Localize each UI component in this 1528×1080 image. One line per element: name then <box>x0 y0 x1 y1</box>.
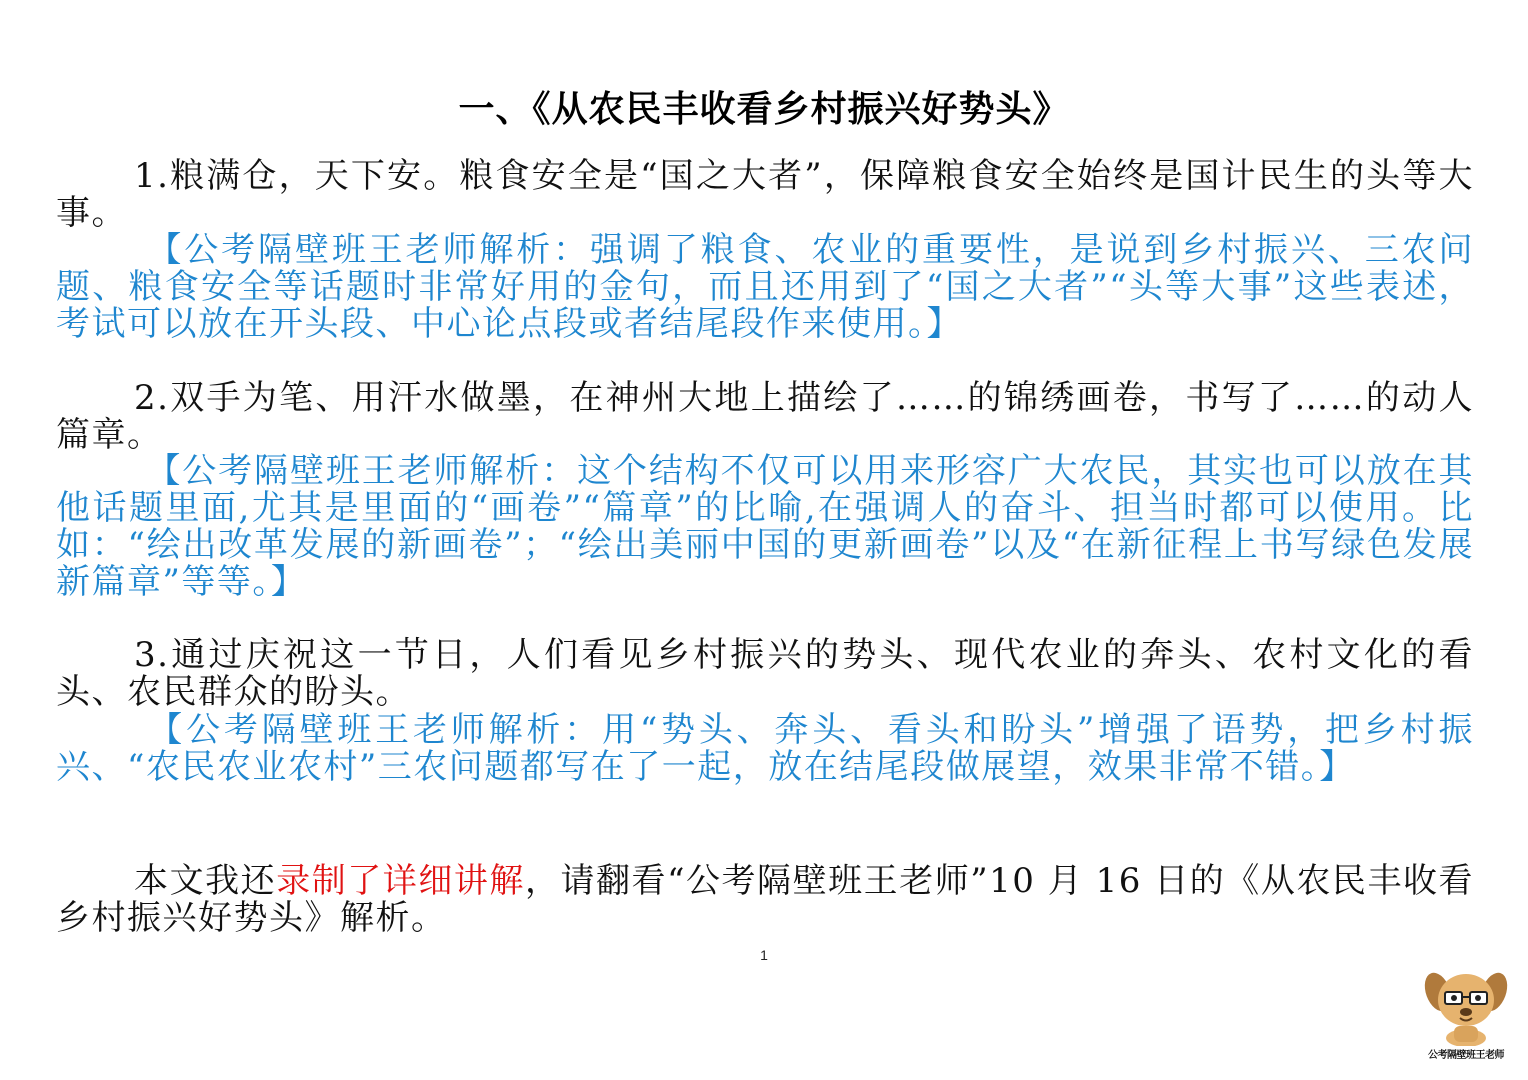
page-title: 一、《从农民丰收看乡村振兴好势头》 <box>458 88 1070 130</box>
dog-mascot-icon <box>1418 962 1514 1046</box>
item-2-comment-text: 【公考隔壁班王老师解析：这个结构不仅可以用来形容广大农民，其实也可以放在其他话题里面,尤其是里面的“画卷”“篇章”的比喻,在强调人的奋斗、担当时都可以使用。比如：“绘出改革发展的新画卷”；“绘出美丽中国的更新画卷”以及“在新征程上书写绿色发展新篇章”等等。】 <box>56 451 1474 602</box>
item-3-main <box>56 637 1474 711</box>
item-1-comment-text: 【公考隔壁班王老师解析：强调了粮食、农业的重要性，是说到乡村振兴、三农问题、粮食安全等话题时非常好用的金句，而且还用到了“国之大者”“头等大事”这些表述，考试可以放在开头段、中心论点段或者结尾段作来使用。】 <box>56 230 1474 344</box>
item-3-comment <box>56 712 1474 786</box>
footer-note <box>56 863 1474 937</box>
author-logo <box>1418 962 1514 1072</box>
item-3-main-text: 3.通过庆祝这一节日，人们看见乡村振兴的势头、现代农业的奔头、农村文化的看头、农民群众的盼头。 <box>56 635 1474 712</box>
footer-note-after: ，请翻看“公考隔壁班王老师”10 月 16 日的《从农民丰收看乡村振兴好势头》解析。 <box>56 861 1475 938</box>
item-2-comment <box>56 453 1474 601</box>
logo-caption: 公考隔壁班王老师 <box>1428 1050 1504 1061</box>
item-1-main-text: 1.粮满仓，天下安。粮食安全是“国之大者”，保障粮食安全始终是国计民生的头等大事。 <box>56 156 1474 233</box>
item-2-main <box>56 380 1474 454</box>
item-2-main-text: 2.双手为笔、用汗水做墨，在神州大地上描绘了……的锦绣画卷，书写了……的动人篇章。 <box>56 378 1474 455</box>
item-3-comment-text: 【公考隔壁班王老师解析：用“势头、奔头、看头和盼头”增强了语势，把乡村振兴、“农民农业农村”三农问题都写在了一起，放在结尾段做展望，效果非常不错。】 <box>56 710 1474 787</box>
footer-note-highlight: 录制了详细讲解 <box>276 861 525 901</box>
page-number: 1 <box>760 947 768 963</box>
item-1-main <box>56 158 1474 232</box>
item-1-comment <box>56 232 1474 343</box>
footer-note-before: 本文我还 <box>134 861 277 901</box>
